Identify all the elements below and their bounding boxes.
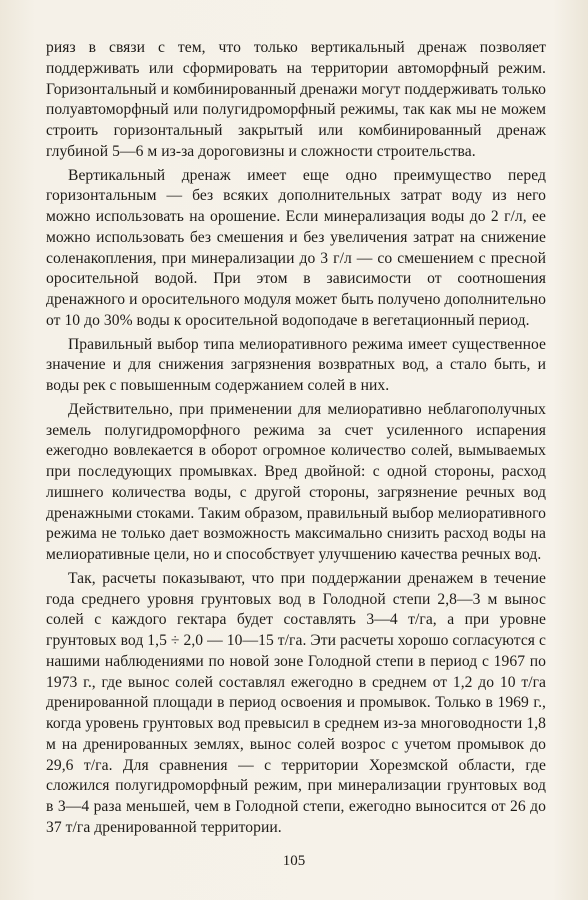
paragraph-5: Так, расчеты показывают, что при поддержании дренажем в течение года среднего уровня грунтовых вод в Голодной степи 2,8—3 м вынос солей с каждого гектара будет составлять 3—4 т/га, а при уровне грунтовых вод 1,5 ÷ 2,0 — 10—15 т/га. Эти расчеты хорошо согласуются с нашими наблюдениями по новой зоне Голодной степи в период с 1967 по 1973 г., где вынос солей составлял ежегодно в среднем от 1,2 до 10 т/га дренированной площади в период освоения и промывок. Только в 1969 г., когда уровень грунтовых вод превысил в среднем из-за многоводности 1,8 м на дренированных землях, вынос солей возрос с учетом промывок до 29,6 т/га. Для сравнения — с территории Хорезмской области, где сложился полугидроморфный режим, при минерализации грунтовых вод в 3—4 раза меньшей, чем в Голодной степи, ежегодно выносится от 26 до 37 т/га дренированной территории. — [46, 569, 546, 836]
paragraph-1: рияз в связи с тем, что только вертикальный дренаж позволяет поддерживать или сформировать на территории автоморфный режим. Горизонтальный и комбинированный дренажи могут поддерживать только полуавтоморфный или полугидроморфный режимы, так как мы не можем строить горизонтальный закрытый или комбинированный дренаж глубиной 5—6 м из-за дороговизны и сложности строительства. — [46, 39, 546, 160]
paragraph-3: Правильный выбор типа мелиоративного режима имеет существенное значение и для снижения загрязнения возвратных вод, а стало быть, и воды рек с повышенным содержанием солей в них. — [46, 335, 546, 394]
paragraph-4: Действительно, при применении для мелиоративно неблагополучных земель полугидроморфного режима за счет усиленного испарения ежегодно вовлекается в оборот огромное количество солей, вымываемых при последующих промывках. Вред двойной: с одной стороны, расход лишнего количества воды, с другой стороны, загрязнение речных вод дренажными стоками. Таким образом, правильный выбор мелиоративного режима не только дает возможность максимально снизить расход воды на мелиоративные цели, но и способствует улучшению качества речных вод. — [46, 400, 546, 563]
page-number: 105 — [282, 853, 306, 869]
body-text — [46, 38, 546, 839]
paragraph-2: Вертикальный дренаж имеет еще одно преимущество перед горизонтальным — без всяких дополнительных затрат воду из него можно использовать на орошение. Если минерализация воды до 2 г/л, ее можно использовать без смешения и без увеличения затрат на снижение соленакопления, при минерализации до 3 г/л — со смешением с пресной оросительной водой. При этом в зависимости от соотношения дренажного и оросительного модуля может быть получено дополнительно от 10 до 30% воды к оросительной водоподаче в вегетационный период. — [46, 166, 546, 329]
